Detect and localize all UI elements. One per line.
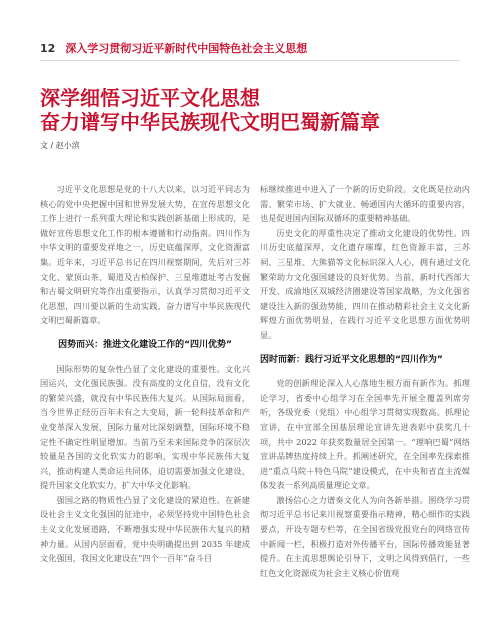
section1-paragraph-1: 国际形势的复杂性凸显了文化建设的重要性。文化兴国运兴，文化强民族强。没有高度的文化自信，没有文化的繁荣兴盛，就没有中华民族伟大复兴。从国际局面看，当今世界正经历百年未有之大变局，新一轮科技革命和产业变革深入发展，国际力量对比深刻调整，国际环境不稳定性不确定性明显增加。当前乃至未来国际竞争的深层次较量是各国的文化软实力的影响，实现中华民族伟大复兴，推动构建人类命运共同体，迫切需要加强文化建设，提升国家文化软实力，扩大中华文化影响。 — [40, 363, 250, 491]
running-title: 深入学习贯彻习近平新时代中国特色社会主义思想 — [65, 42, 308, 55]
article-title-line-2: 奋力谱写中华民族现代文明巴蜀新篇章 — [40, 110, 380, 134]
intro-paragraph: 习近平文化思想是党的十八大以来，以习近平同志为核心的党中央把握中国和世界发展大势，在宣传思想文化工作上进行一系列重大理论和实践创新基础上形成的，是做好宣传思想文化工作的根本遵循和行动指南。四川作为中华文明的重要发祥地之一，历史底蕴深厚，文化资源富集。近年来，习近平总书记在四川视察期间，先后对三苏文化、蒙顶山茶、蜀道及古柏保护、三星堆遗址考古发掘和古蜀文明研究等作出重要指示，认真学习贯彻习近平文化思想，四川要以新的生动实践，奋力谱写中华民族现代文明巴蜀新篇章。 — [40, 184, 250, 326]
right-paragraph-3: 党的创新理论深入人心落地生根方面有新作为。抓理论学习，省委中心组学习在全国率先开展全覆盖列席旁听，各级党委（党组）中心组学习贯彻实现数高。抓理论宣讲，在中宣部全国基层理论宣讲先进表彰中获奖几十项，共中 2022 年获奖数量居全国第一。“理响巴蜀”网络宣讲品牌热度持续上升。抓阐述研究，在全国率先探索推进“重点马院＋特色马院”建设模式，在中央和省直主流媒体发表一系列高质量理论文章。 — [260, 378, 470, 491]
section1-paragraph-2: 强国之路的物质性凸显了文化建设的紧迫性。在新建设社会主义文化强国的征途中，必须坚持党中国特色社会主义文化发展道路，不断增强实现中华民族伟大复兴的精神力量。从国内层面看，党中央明确提出到 2035 年建成文化强国，我国文化建设在“四个一百年”奋斗目 — [40, 494, 250, 564]
page-number: 12 — [40, 41, 56, 55]
byline: 文 / 赵小滨 — [40, 141, 80, 150]
article-title — [40, 86, 460, 134]
section-heading-1: 因势而兴：推进文化建设工作的“四川优势” — [58, 339, 232, 350]
article-title-line-1: 深学细悟习近平文化思想 — [40, 86, 260, 110]
right-paragraph-2: 历史文化的厚重性决定了推动文化建设的优势性。四川历史底蕴深厚，文化遗存璀璨，红色资源丰富，三苏祠、三星堆、大熊猫等文化标识深入人心，拥有通过文化繁荣助力文化强国建设的良好优势。当前，新时代西部大开发、成渝地区双城经济圈建设等国家战略，为文化强省建设注入新的强劲势能，四川在推动精彩社会主义文化新辉煌方面优势明显，在践行习近平文化思想方面优势明显。 — [260, 227, 470, 340]
right-column — [260, 182, 470, 580]
running-header — [40, 40, 480, 56]
section-heading-2: 因时而新：践行习近平文化思想的“四川作为” — [260, 354, 443, 365]
right-paragraph-4: 激扬信心之力谱奏文化人为向各新举措。围绕学习贯彻习近平总书记来川视察重要指示精神，精心细作的实践要点，开设专题专栏等，在全国省级党报党台的网络宣传中新闻一栏，积极打造对外传播平台，国际传播效能显著提升。在主流思想舆论引导下，文明之风得到倡行，一些红色文化资源成为社会主义核心价值观 — [260, 494, 470, 578]
left-column — [40, 182, 250, 566]
header-divider — [40, 60, 460, 61]
right-paragraph-1: 标继续推进中进入了一个新的历史阶段。文化既是拉动内需、繁荣市场、扩大就业、畅通国内大循环的重要内容，也是促进国内国际双循环的重要精神基础。 — [260, 184, 470, 224]
